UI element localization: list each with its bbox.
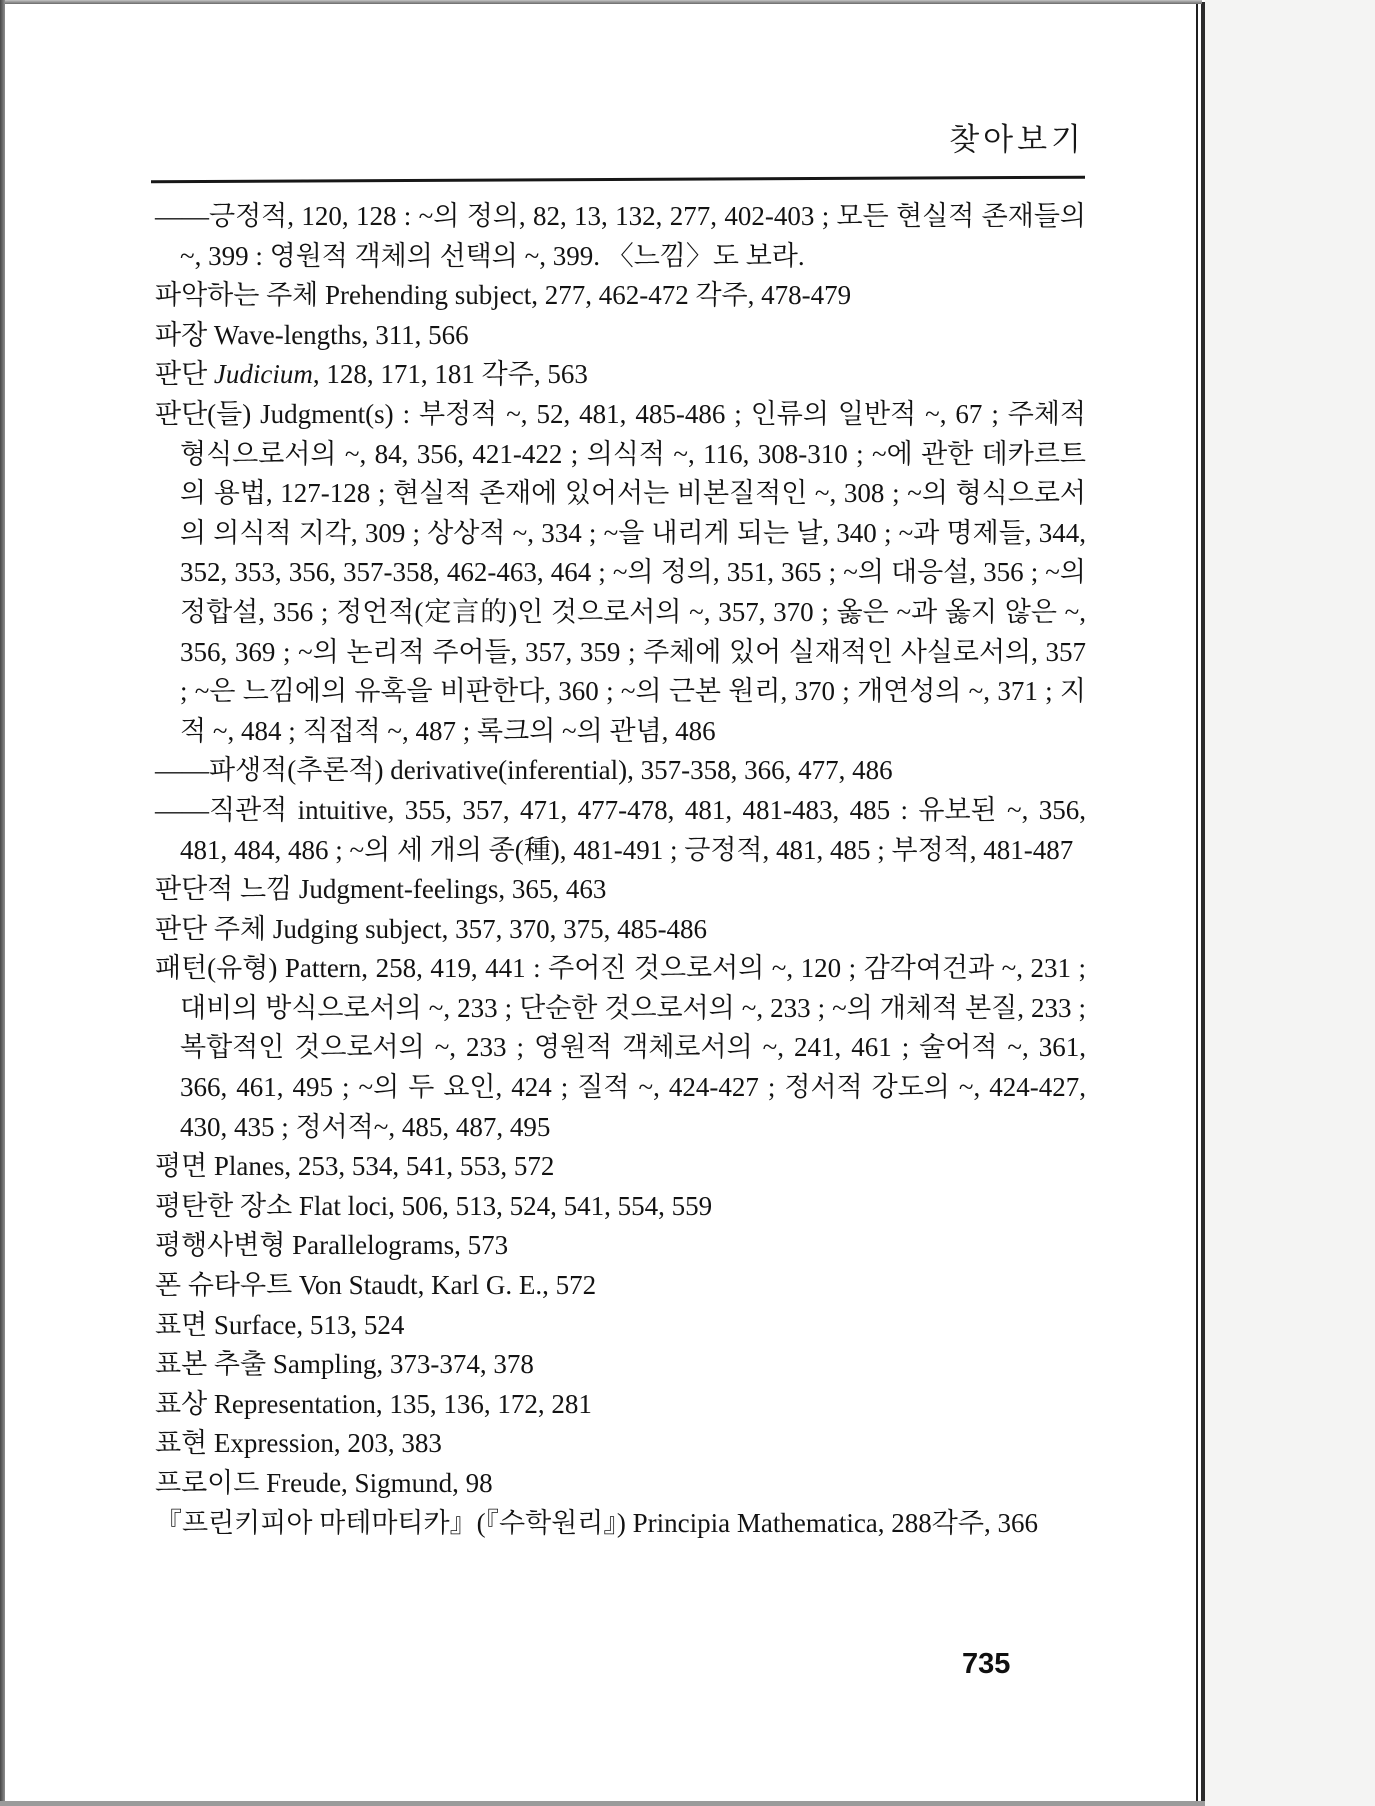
scan-border-top (0, 0, 1202, 4)
index-entry: 판단 Judicium, 128, 171, 181 각주, 563 (155, 359, 588, 390)
index-entry: ——긍정적, 120, 128 : ~의 정의, 82, 13, 132, 277, 402-403 ; 모든 현실적 존재들의 ~, 399 : 영원적 객체의 선택의 ~, 399. 〈느낌〉도 보라. (155, 201, 1086, 271)
scan-border-bottom (0, 1801, 1205, 1806)
index-entry: 평행사변형 Parallelograms, 573 (155, 1230, 509, 1261)
header-rule (151, 176, 1085, 184)
index-entry: 표현 Expression, 203, 383 (155, 1428, 442, 1459)
index-entry: 표본 추출 Sampling, 373-374, 378 (155, 1349, 534, 1380)
index-entry: 판단 주체 Judging subject, 357, 370, 375, 485-486 (155, 913, 708, 944)
index-entry: ——파생적(추론적) derivative(inferential), 357-358, 366, 477, 486 (155, 755, 893, 786)
index-entry: 판단적 느낌 Judgment-feelings, 365, 463 (155, 874, 607, 905)
index-entry: 『프린키피아 마테마티카』(『수학원리』) Principia Mathematica, 288각주, 366 (155, 1507, 1038, 1538)
index-entry: 파장 Wave-lengths, 311, 566 (155, 319, 469, 350)
index-entries (155, 197, 1086, 1543)
index-entry: 파악하는 주체 Prehending subject, 277, 462-472 각주, 478-479 (155, 280, 852, 311)
index-entry: 평면 Planes, 253, 534, 541, 553, 572 (155, 1151, 555, 1182)
index-entry: 패턴(유형) Pattern, 258, 419, 441 : 주어진 것으로서의 ~, 120 ; 감각여건과 ~, 231 ; 대비의 방식으로서의 ~, 233 ; 단순한 것으로서의 ~, 233 ; ~의 개체적 본질, 233 ; 복합적인 것으로서의 ~, 233 ; 영원적 객체로서의 ~, 241, 461 ; 술어적 ~, 361, 366, 461, 495 ; ~의 두 요인, 424 ; 질적 ~, 424-427 ; 정서적 강도의 ~, 424-427, 430, 435 ; 정서적~, 485, 487, 495 (155, 953, 1086, 1142)
index-entry: 표면 Surface, 513, 524 (155, 1309, 405, 1340)
index-entry: 판단(들) Judgment(s) : 부정적 ~, 52, 481, 485-486 ; 인류의 일반적 ~, 67 ; 주체적 형식으로서의 ~, 84, 356, 421-422 ; 의식적 ~, 116, 308-310 ; ~에 관한 데카르트의 용법, 127-128 ; 현실적 존재에 있어서는 비본질적인 ~, 308 ; ~의 형식으로서의 의식적 지각, 309 ; 상상적 ~, 334 ; ~을 내리게 되는 날, 340 ; ~과 명제들, 344, 352, 353, 356, 357-358, 462-463, 464 ; ~의 정의, 351, 365 ; ~의 대응설, 356 ; ~의 정합설, 356 ; 정언적(定言的)인 것으로서의 ~, 357, 370 ; 옳은 ~과 옳지 않은 ~, 356, 369 ; ~의 논리적 주어들, 357, 359 ; 주체에 있어 실재적인 사실로서의, 357 ; ~은 느낌에의 유혹을 비판한다, 360 ; ~의 근본 원리, 370 ; 개연성의 ~, 371 ; 지적 ~, 484 ; 직접적 ~, 487 ; 록크의 ~의 관념, 486 (155, 398, 1086, 746)
index-entry: 평탄한 장소 Flat loci, 506, 513, 524, 541, 554, 559 (155, 1190, 713, 1221)
scan-background (1205, 0, 1375, 1806)
page-number: 735 (962, 1648, 1011, 1680)
index-entry: 표상 Representation, 135, 136, 172, 281 (155, 1388, 592, 1419)
index-entry: 프로이드 Freude, Sigmund, 98 (155, 1468, 493, 1498)
page-header-title: 찾아보기 (949, 122, 1085, 157)
index-entry: 폰 슈타우트 Von Staudt, Karl G. E., 572 (155, 1270, 597, 1301)
index-entry: ——직관적 intuitive, 355, 357, 471, 477-478, 481, 481-483, 485 : 유보된 ~, 356, 481, 484, 486 ; ~의 세 개의 종(種), 481-491 ; 긍정적, 481, 485 ; 부정적, 481-487 (155, 794, 1086, 865)
page-edge-line (1196, 2, 1205, 1802)
scan-border-left (0, 0, 5, 1806)
